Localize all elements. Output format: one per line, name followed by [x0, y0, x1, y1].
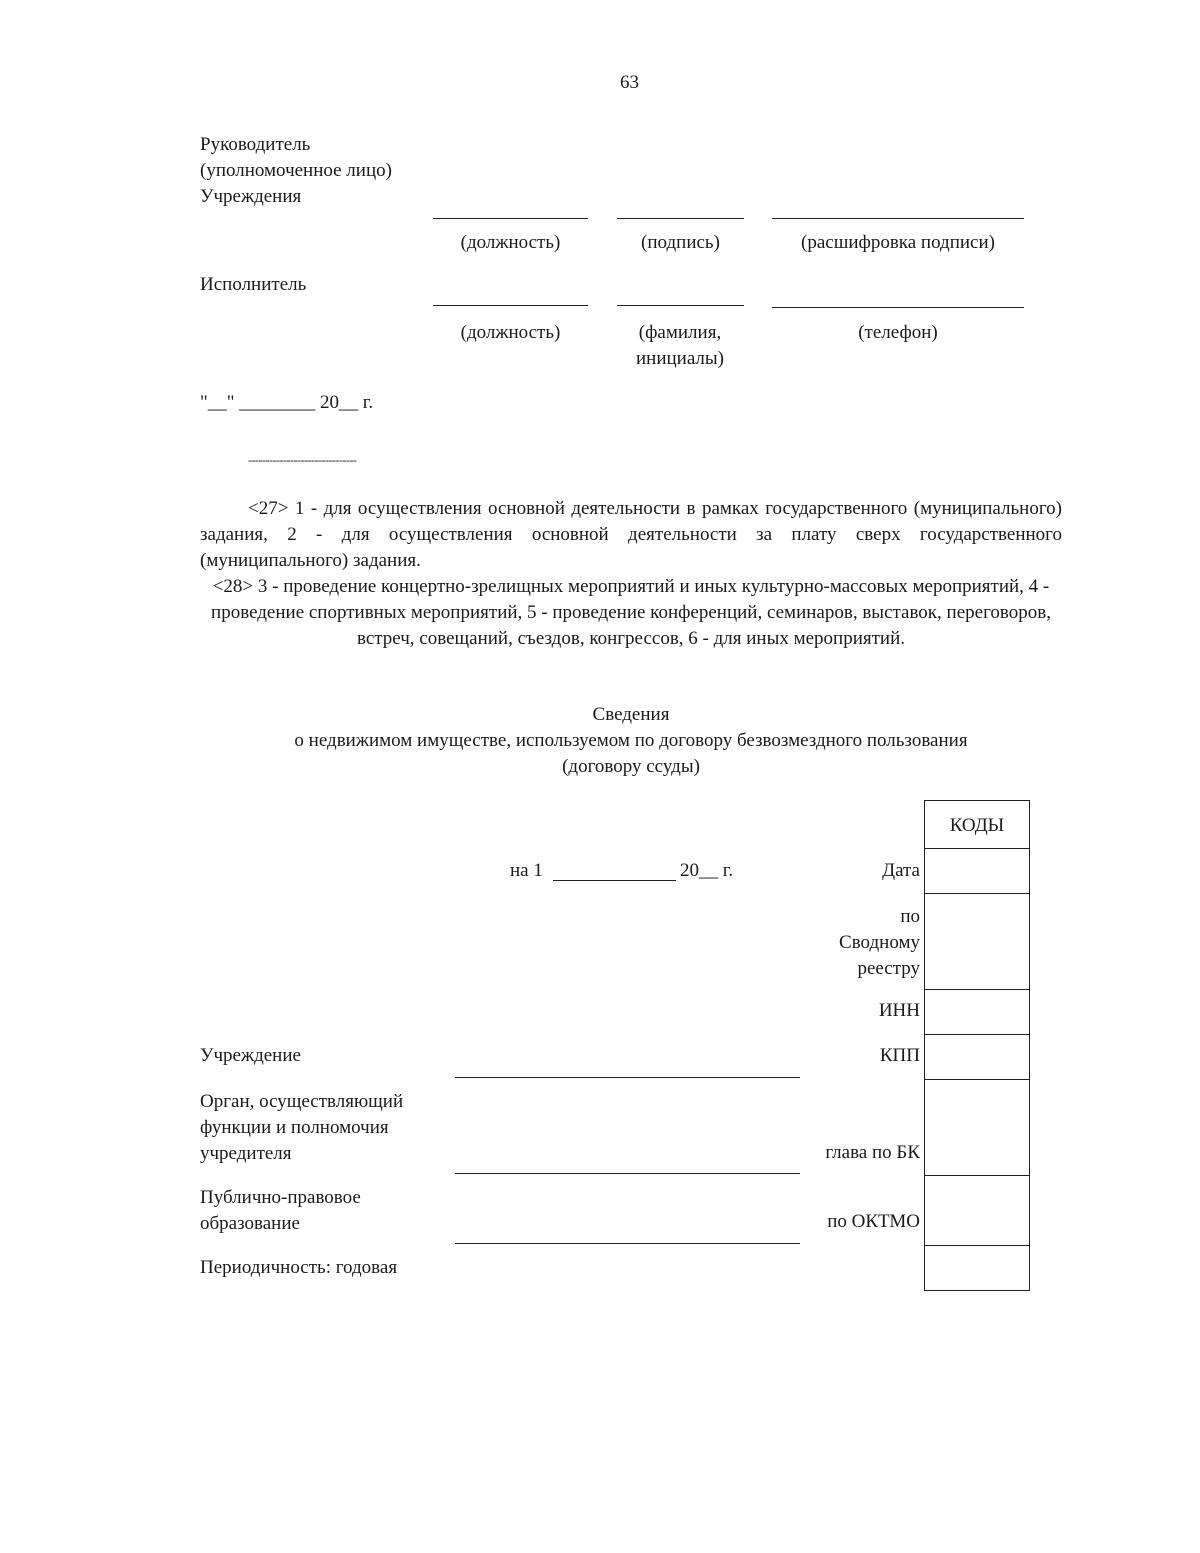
- executor-label: Исполнитель: [200, 274, 307, 295]
- code-cell-periodicity[interactable]: [925, 1245, 1029, 1246]
- code-cell-registry[interactable]: [925, 893, 1029, 894]
- label-inn: ИНН: [878, 1000, 920, 1021]
- label-institution: Учреждение: [200, 1045, 301, 1066]
- founder-line[interactable]: [455, 1173, 800, 1174]
- label-oktmo: по ОКТМО: [827, 1211, 920, 1232]
- date-line: "__" ________ 20__ г.: [200, 392, 374, 413]
- label-founder: Орган, осуществляющий функции и полномочия учредителя: [200, 1091, 404, 1164]
- section-title: Сведения: [592, 704, 670, 725]
- position-line-2: [433, 305, 588, 306]
- footnote-separator: -------------------------------: [248, 453, 357, 467]
- label-public-entity: Публично-правовое образование: [200, 1187, 361, 1234]
- public-entity-line[interactable]: [455, 1243, 800, 1244]
- report-date-suffix: 20__ г.: [680, 860, 734, 881]
- label-kpp: КПП: [879, 1045, 920, 1066]
- signature-line: [617, 218, 744, 219]
- footnote-27: <27> 1 - для осуществления основной деятельности в рамках государственного (муниципального) задания, 2 - для осуществления основной деятельности за плату сверх государственного (муниципального) задания.: [200, 498, 1062, 571]
- codes-table: [924, 800, 1030, 1291]
- label-periodicity: Периодичность: годовая: [200, 1257, 398, 1278]
- head-label-line3: Учреждения: [200, 186, 302, 207]
- code-cell-oktmo[interactable]: [925, 1175, 1029, 1176]
- code-cell-kpp[interactable]: [925, 1034, 1029, 1035]
- footnote-28: <28> 3 - проведение концертно-зрелищных мероприятий и иных культурно-массовых мероприятий, 4 - проведение спортивных мероприятий, 5 - проведение конференций, семинаров, выставок, переговоров, встреч, совещаний, съездов, конгрессов, 6 - для иных мероприятий.: [211, 576, 1051, 649]
- name-line: [617, 305, 744, 306]
- section-subtitle-1: о недвижимом имуществе, используемом по договору безвозмездного пользования: [294, 730, 968, 751]
- code-cell-inn[interactable]: [925, 989, 1029, 990]
- phone-line: [772, 307, 1024, 308]
- report-date-blank[interactable]: [553, 880, 676, 881]
- section-subtitle-2: (договору ссуды): [562, 756, 700, 777]
- code-cell-bk[interactable]: [925, 1079, 1029, 1080]
- caption-phone: (телефон): [858, 322, 938, 343]
- label-date: Дата: [882, 860, 920, 881]
- label-registry: по Сводному реестру: [839, 906, 920, 979]
- caption-signature-decode: (расшифровка подписи): [801, 232, 995, 253]
- head-label-line1: Руководитель: [200, 134, 311, 155]
- caption-position-1: (должность): [460, 232, 561, 253]
- head-label: [200, 132, 392, 210]
- page-number: 63: [620, 72, 639, 93]
- caption-signature: (подпись): [641, 232, 720, 253]
- signature-decode-line: [772, 218, 1024, 219]
- head-label-line2: (уполномоченное лицо): [200, 160, 392, 181]
- caption-name-initials: (фамилия, инициалы): [635, 322, 724, 369]
- position-line-1: [433, 218, 588, 219]
- report-date-prefix: на 1: [510, 860, 543, 881]
- code-cell-date[interactable]: [925, 848, 1029, 849]
- caption-position-2: (должность): [460, 322, 561, 343]
- label-bk: глава по БК: [825, 1142, 920, 1163]
- institution-line[interactable]: [455, 1077, 800, 1078]
- codes-header: КОДЫ: [949, 815, 1005, 836]
